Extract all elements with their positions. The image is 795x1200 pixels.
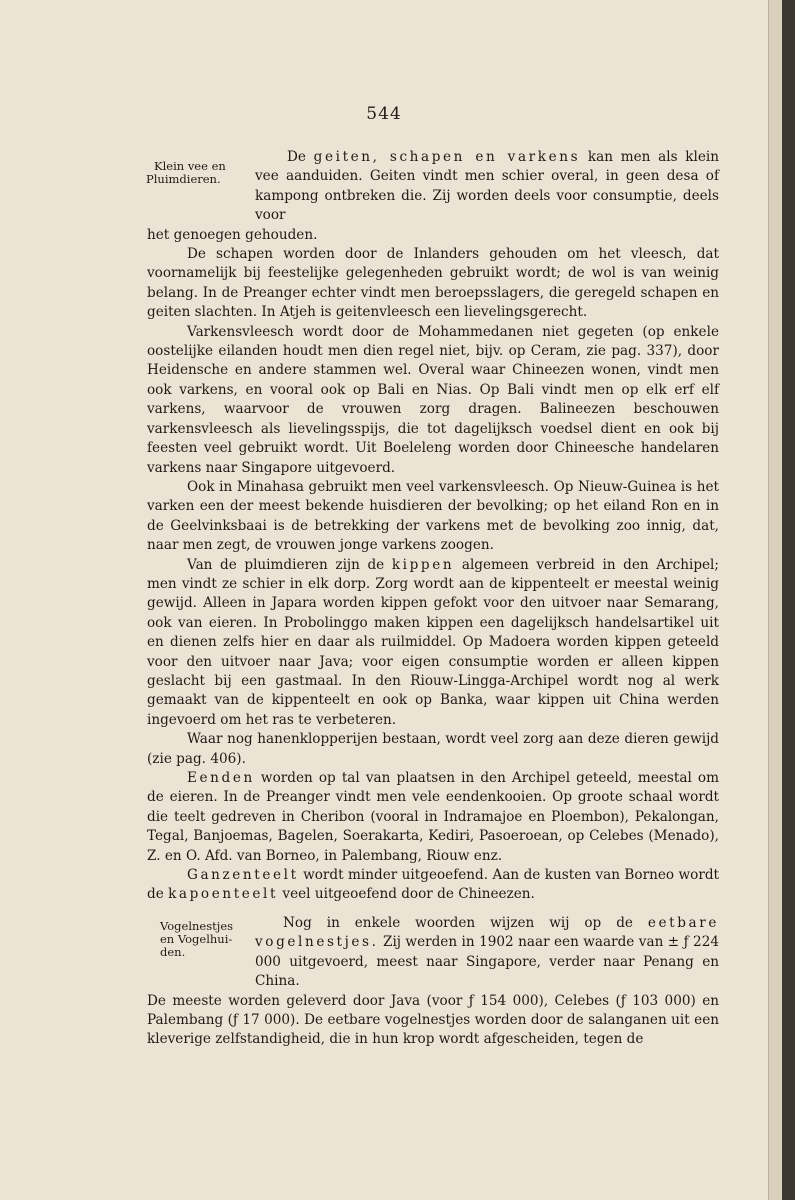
- paragraph: Waar nog hanenklopperijen bestaan, wordt veel zorg aan deze dieren gewijd (zie pag. 406).: [147, 731, 719, 767]
- paragraph: Eenden worden op tal van plaatsen in den Archipel geteeld, meestal om de eieren. In de Preanger vindt men vele eendenkooien. Op groote schaal wordt die teelt gedreven in Cheribon (vooral in Indramajoe en Ploembon), Pekalongan, Tegal, Banjoemas, Bagelen, Soerakarta, Kediri, Pasoeroean, op Celebes (Menado), Z. en O. Afd. van Borneo, in Palembang, Riouw enz.: [147, 770, 719, 864]
- paragraph: De geiten, schapen en varkens kan men als klein vee aanduiden. Geiten vindt men schier overal, in geen desa of kampong ontbreken die. Zij worden deels voor consumptie, deels voor: [255, 149, 720, 224]
- paragraph: Nog in enkele woorden wijzen wij op de eetbare vogelnestjes. Zij werden in 1902 naar een waarde van ± ƒ 224 000 uitgevoerd, meest naar Singapore, verder naar Penang en China.: [255, 915, 719, 990]
- spaced-term: geiten, schapen en varkens: [313, 149, 581, 165]
- margin-note-line: en Vogelhui-: [160, 932, 233, 946]
- spaced-term: kippen: [391, 556, 455, 573]
- spaced-term: Ganzenteelt: [187, 867, 299, 884]
- section-klein-vee: [147, 148, 719, 905]
- paragraph: Varkensvleesch wordt door de Mohammedanen niet gegeten (op enkele oostelijke eilanden houdt men dien regel niet, bijv. op Ceram, zie pag. 337), door Heidensche en andere stammen wel. Overal waar Chineezen wonen, vindt men ook varkens, en vooral ook op Bali en Nias. Op Bali vindt men op elk erf elf varkens, waarvoor de vrouwen zorg dragen. Balineezen beschouwen varkensvleesch als lievelingsspijs, die tot dagelijksch voedsel dient en ook bij feesten veel gebruikt wordt. Uit Boeleleng worden door Chineesche handelaren varkens naar Singapore uitgevoerd.: [147, 323, 719, 476]
- paragraph: De schapen worden door de Inlanders gehouden om het vleesch, dat voornamelijk bij feestelijke gelegenheden gebruikt wordt; de wol is van weinig belang. In de Preanger echter vindt men beroepsslagers, die geregeld schapen en geiten slachten. In Atjeh is geitenvleesch een lievelingsgerecht.: [147, 246, 719, 321]
- margin-note-line: Vogelnestjes: [160, 919, 234, 933]
- spaced-term: eetbare vogelnestjes.: [255, 915, 719, 951]
- paragraph-tail: het genoegen gehouden.: [147, 226, 318, 243]
- page-number: 544: [366, 104, 402, 124]
- margin-note-line: den.: [160, 945, 186, 959]
- spaced-term: kapoenteelt: [168, 886, 279, 903]
- paragraph: Ganzenteelt wordt minder uitgeoefend. Aan de kusten van Borneo wordt de kapoenteelt veel uitgeoefend door de Chineezen.: [147, 867, 719, 903]
- spaced-term: Eenden: [187, 770, 255, 786]
- paragraph: Van de pluimdieren zijn de kippen algemeen verbreid in den Archipel; men vindt ze schier in elk dorp. Zorg wordt aan de kippenteelt er meestal weinig gewijd. Alleen in Japara worden kippen gefokt voor den uitvoer naar Semarang, ook van eieren. In Probolinggo maken kippen een dagelijksch handelsartikel uit en dienen zelfs hier en daar als ruilmiddel. Op Madoera worden kippen geteeld voor den uitvoer naar Java; voor eigen consumptie worden er alleen kippen geslacht bij een gastmaal. In den Riouw-Lingga-Archipel wordt nog al werk gemaakt van de kippenteelt en ook op Banka, waar kippen uit China werden ingevoerd om het ras te verbeteren.: [147, 556, 719, 728]
- section-vogelnestjes: [147, 914, 719, 1050]
- paragraph: Ook in Minahasa gebruikt men veel varkensvleesch. Op Nieuw-Guinea is het varken een der meest bekende huisdieren der bevolking; op het eiland Ron en in de Geelvinksbaai is de betrekking der varkens met de bevolking zoo innig, dat, naar men zegt, de vrouwen jonge varkens zoogen.: [147, 478, 719, 554]
- paragraph-continuation: De meeste worden geleverd door Java (voor ƒ 154 000), Celebes (ƒ 103 000) en Palembang (ƒ 17 000). De eetbare vogelnestjes worden door de salanganen uit een kleverige zelfstandigheid, die in hun krop wordt afgescheiden, tegen de: [147, 992, 719, 1048]
- margin-note-line: Klein vee en: [154, 159, 226, 173]
- scanner-border: [782, 0, 795, 1200]
- margin-note-line: Pluimdieren.: [146, 172, 221, 186]
- page-edge: [768, 0, 783, 1200]
